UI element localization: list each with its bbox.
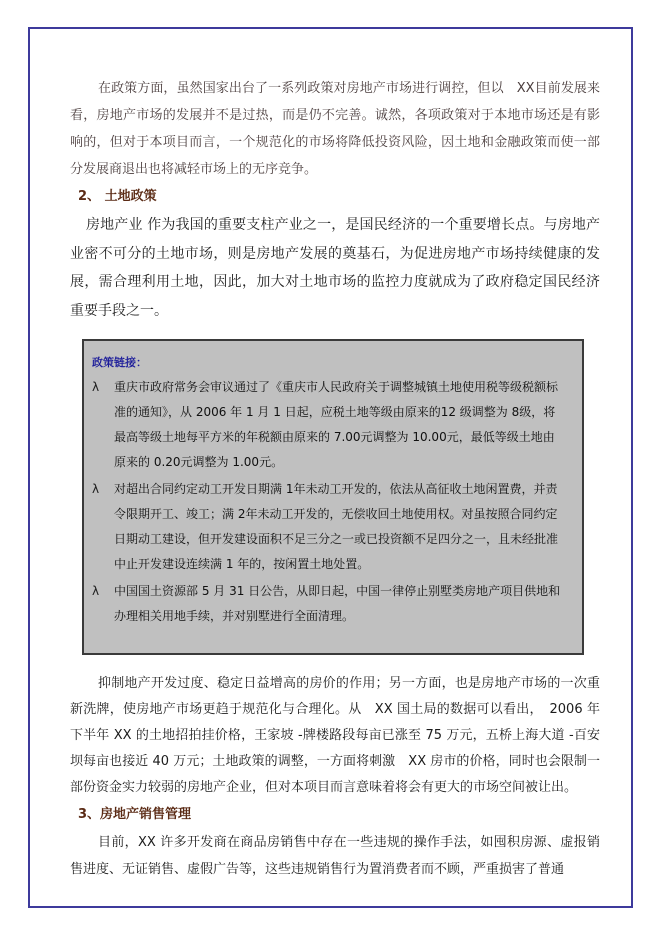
policy-item — [92, 579, 566, 629]
paragraph-land-policy: 房地产业 作为我国的重要支柱产业之一，是国民经济的一个重要增长点。与房地产业密不可分的土地市场，则是房地产发展的奠基石，为促进房地产市场持续健康的发展，需合理利用土地，因此，加大对土地市场的监控力度就成为了政府稳定国民经济重要手段之一。 — [70, 217, 600, 319]
document-body — [70, 75, 600, 883]
section-heading-land-policy: 2、 土地政策 — [78, 189, 157, 204]
bullet-icon: λ — [92, 482, 100, 496]
section-heading-sales-management: 3、房地产销售管理 — [78, 807, 192, 822]
policy-item-text: 重庆市政府常务会审议通过了《重庆市人民政府关于调整城镇土地使用税等级税额标准的通知》，从 2006 年 1 月 1 日起，应税土地等级由原来的12 级调整为 8级，将最高等级土地每平方米的年税额由原来的 7.00元调整为 10.00元，最低等级土地由原来的 0.20元调整为 1.00元。 — [114, 380, 559, 469]
policy-item — [92, 375, 566, 475]
policy-link-box — [82, 339, 584, 655]
policy-link-title: 政策链接： — [92, 356, 147, 369]
paragraph-market-effect: 抑制地产开发过度、稳定日益增高的房价的作用；另一方面，也是房地产市场的一次重新洗牌，使房地产市场更趋于规范化与合理化。从 XX 国土局的数据可以看出， 2006 年下半年 XX 的土地招拍挂价格，王家坡 -牌楼路段每亩已涨至 75 万元，五桥上海大道 -百安坝每亩也接近 40 万元；土地政策的调整，一方面将刺激 XX 房市的价格，同时也会限制一部份资金实力较弱的房地产企业，但对本项目而言意味着将会有更大的市场空间被让出。 — [70, 676, 600, 795]
paragraph-sales-management: 目前，XX 许多开发商在商品房销售中存在一些违规的操作手法，如囤积房源、虚报销售进度、无证销售、虚假广告等，这些违规销售行为置消费者而不顾，严重损害了普通 — [70, 835, 600, 877]
policy-item — [92, 477, 566, 577]
bullet-icon: λ — [92, 380, 100, 394]
paragraph-policy-overview: 在政策方面，虽然国家出台了一系列政策对房地产市场进行调控，但以 XX目前发展来看，房地产市场的发展并不是过热，而是仍不完善。诚然，各项政策对于本地市场还是有影响的，但对于本项目而言，一个规范化的市场将降低投资风险，因土地和金融政策而使一部分发展商退出也将减轻市场上的无序竞争。 — [70, 81, 600, 177]
bullet-icon: λ — [92, 584, 100, 598]
policy-item-text: 对超出合同约定动工开发日期满 1年未动工开发的，依法从高征收土地闲置费，并责令限期开工、竣工；满 2年未动工开发的，无偿收回土地使用权。对虽按照合同约定日期动工建设，但开发建设面积不足三分之一或已投资额不足四分之一，且未经批准中止开发建设连续满 1 年的，按闲置土地处置。 — [114, 482, 559, 571]
policy-item-text: 中国国土资源部 5 月 31 日公告，从即日起，中国一律停止别墅类房地产项目供地和办理相关用地手续，并对别墅进行全面清理。 — [114, 584, 561, 623]
